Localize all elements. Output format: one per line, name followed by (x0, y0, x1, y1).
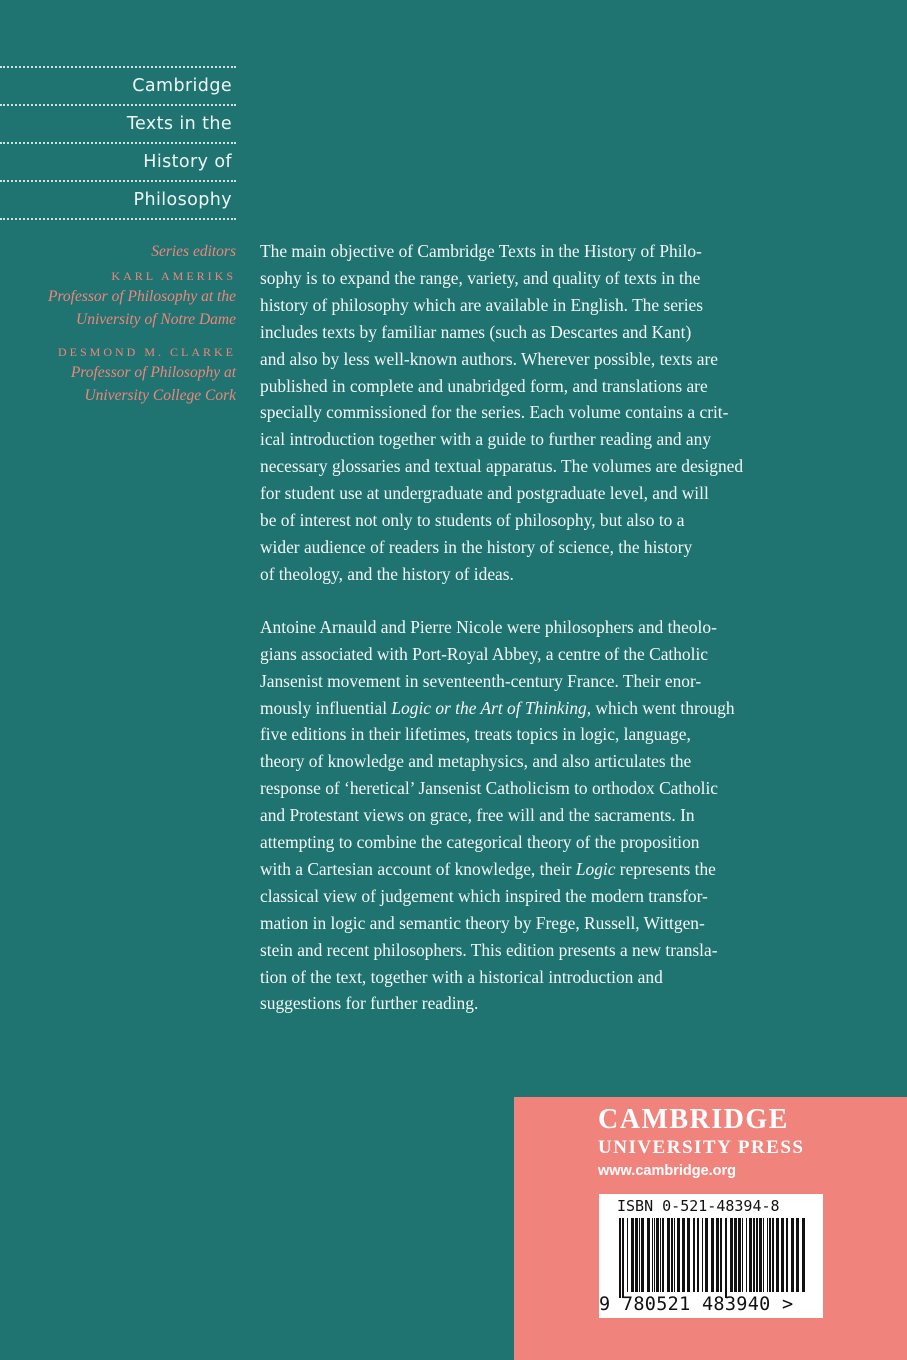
barcode-bar (641, 1218, 644, 1292)
editor-title-2-line-2: University College Cork (84, 387, 236, 404)
series-title-block (0, 66, 236, 220)
barcode-bar (786, 1218, 788, 1292)
barcode-bar (759, 1218, 762, 1292)
barcode-bar (756, 1218, 758, 1292)
text-line: gians associated with Port-Royal Abbey, a centre of the Catholic (260, 643, 709, 664)
editor-title-2-line-1: Professor of Philosophy at (70, 364, 236, 381)
publisher-name: CAMBRIDGE (598, 1104, 789, 1135)
text-line: history of philosophy which are available in English. The series (260, 294, 704, 315)
series-title-line-3: History of (143, 152, 232, 172)
text-line: and Protestant views on grace, free will and the sacraments. In (260, 805, 695, 826)
series-title-line-4: Philosophy (133, 190, 232, 210)
barcode-bar (767, 1218, 768, 1292)
barcode-bar (619, 1218, 621, 1298)
text-line: theory of knowledge and metaphysics, and also articulates the (260, 751, 692, 772)
barcode-digits: 9 780521 483940 > (599, 1294, 794, 1315)
barcode-bar (776, 1218, 779, 1292)
series-title-line-2: Texts in the (126, 114, 232, 134)
text-line (260, 856, 780, 883)
barcode-bar (697, 1218, 699, 1292)
barcode-bar (627, 1218, 628, 1292)
barcode-bar (652, 1218, 653, 1292)
series-editors (0, 242, 236, 407)
series-title-line-1: Cambridge (132, 76, 232, 96)
barcode-bar (622, 1218, 624, 1298)
text-line: mation in logic and semantic theory by Frege, Russell, Wittgen- (260, 912, 705, 933)
barcode-box (599, 1194, 823, 1318)
text-line: be of interest not only to students of philosophy, but also to a (260, 510, 685, 531)
text-line: suggestions for further reading. (260, 993, 479, 1014)
barcode-bar (693, 1218, 695, 1292)
barcode-bar (711, 1218, 714, 1292)
barcode-bar (763, 1218, 764, 1292)
barcode-bar (753, 1218, 755, 1292)
publisher-url: www.cambridge.org (598, 1163, 737, 1179)
barcode-bar (802, 1218, 805, 1292)
barcode-bar (742, 1218, 743, 1292)
barcode-bar (730, 1218, 733, 1292)
book-title-italic: Logic or the Art of Thinking, (391, 697, 592, 718)
text-run: with a Cartesian account of knowledge, their (260, 858, 576, 879)
text-line: specially commissioned for the series. Each volume contains a crit- (260, 402, 729, 423)
barcode-bar (796, 1218, 799, 1292)
barcode-bar (677, 1218, 680, 1292)
text-line: necessary glossaries and textual apparatus. The volumes are designed (260, 456, 744, 477)
barcode-bar (660, 1218, 661, 1292)
series-description-paragraph (260, 238, 780, 588)
blurb (260, 238, 780, 1017)
text-line: five editions in their lifetimes, treats topics in logic, language, (260, 724, 691, 745)
barcode-bar (749, 1218, 752, 1292)
text-line: and also by less well-known authors. Wherever possible, texts are (260, 348, 718, 369)
series-editors-label: Series editors (151, 243, 236, 260)
text-run: mously influential (260, 697, 392, 718)
barcode-bar (720, 1218, 722, 1292)
barcode-bar (769, 1218, 771, 1292)
text-line: stein and recent philosophers. This edition presents a new transla- (260, 939, 718, 960)
text-line: published in complete and unabridged form, and translations are (260, 375, 708, 396)
barcode-bar (734, 1218, 737, 1292)
editor-name-2: DESMOND M. CLARKE (57, 345, 236, 359)
barcode-bar (656, 1218, 659, 1292)
barcode-bar (738, 1218, 741, 1292)
barcode-bar (674, 1218, 675, 1292)
barcode-bar (702, 1218, 703, 1292)
dotted-rule (0, 218, 236, 220)
editor-name-1: KARL AMERIKS (111, 269, 236, 283)
barcode-bar (705, 1218, 708, 1292)
barcode-bar (781, 1218, 784, 1292)
text-run: represents the (615, 858, 716, 879)
text-line: ical introduction together with a guide to further reading and any (260, 429, 712, 450)
barcode-bar (746, 1218, 747, 1292)
editor-title-1-line-1: Professor of Philosophy at the (48, 288, 236, 305)
publisher-press: UNIVERSITY PRESS (598, 1137, 805, 1158)
isbn-label: ISBN 0-521-48394-8 (617, 1197, 780, 1215)
barcode-bar (667, 1218, 670, 1292)
text-line: response of ‘heretical’ Jansenist Catholicism to orthodox Catholic (260, 778, 719, 799)
text-line: classical view of judgement which inspired the modern transfor- (260, 885, 708, 906)
text-line: Jansenist movement in seventeenth-century France. Their enor- (260, 670, 702, 691)
text-line: Antoine Arnauld and Pierre Nicole were philosophers and theolo- (260, 616, 717, 637)
text-line: attempting to combine the categorical theory of the proposition (260, 832, 700, 853)
barcode-bar (772, 1218, 774, 1292)
barcode-bar (662, 1218, 664, 1292)
text-line: tion of the text, together with a historical introduction and (260, 966, 663, 987)
barcode-bar (791, 1218, 794, 1292)
text-line: of theology, and the history of ideas. (260, 563, 514, 584)
logic-italic: Logic (575, 858, 616, 879)
barcode-bar (725, 1218, 727, 1298)
barcode-bar (671, 1218, 673, 1292)
text-line (260, 695, 780, 722)
barcode-bar (687, 1218, 690, 1292)
text-line: for student use at undergraduate and postgraduate level, and will (260, 483, 709, 504)
text-line: The main objective of Cambridge Texts in the History of Philo- (260, 241, 702, 261)
editor-title-1-line-2: University of Notre Dame (76, 311, 236, 328)
barcode-bar (654, 1218, 655, 1292)
book-description-paragraph (260, 614, 780, 1018)
text-line: wider audience of readers in the history of science, the history (260, 536, 693, 557)
text-run: which went through (591, 697, 735, 718)
barcode-bar (639, 1218, 640, 1292)
text-line: sophy is to expand the range, variety, and quality of texts in the (260, 267, 701, 288)
barcode-bar (635, 1218, 638, 1292)
barcode-bar (647, 1218, 650, 1292)
barcode-bar (631, 1218, 634, 1292)
publisher-block (514, 1097, 907, 1360)
barcode-bar (682, 1218, 685, 1292)
barcode-bar (716, 1218, 719, 1292)
text-line: includes texts by familiar names (such as Descartes and Kant) (260, 321, 692, 342)
